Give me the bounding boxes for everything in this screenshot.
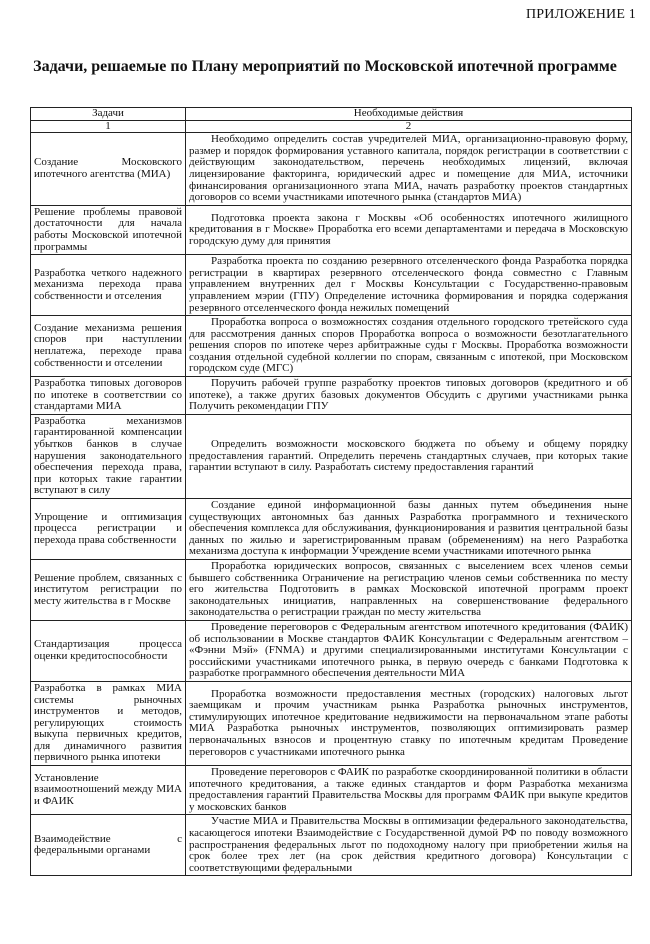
header-tasks: Задачи [31, 108, 186, 121]
action-cell [186, 133, 632, 206]
action-text: Проработка юридических вопросов, связанных с выселением всех членов семьи бывшего собственника Ограничение на регистрацию членов семьи собственника по месту его жительства Подготовить в рамках Московской ипотечной программ проект законодательных инициатив, направленных на совершенствование федерального законодательства о регистрации граждан по месту жительства [189, 559, 628, 619]
task-cell: Взаимодействие с федеральными органами [31, 815, 186, 876]
action-cell [186, 414, 632, 498]
action-cell [186, 499, 632, 560]
task-cell: Установление взаимоотношений между МИА и ФАИК [31, 766, 186, 815]
table-row [31, 255, 632, 316]
page-title: Задачи, решаемые по Плану мероприятий по Московской ипотечной программе [33, 58, 617, 75]
task-cell: Разработка в рамках МИА системы рыночных инструментов и методов, регулирующих стоимость выкупа первичных кредитов, для динамичного развития первичного рынка ипотеки [31, 681, 186, 765]
action-text: Подготовка проекта закона г Москвы «Об особенностях ипотечного жилищного кредитования в г Москве» Проработка его всеми департаментами и передача в Московскую городскую думу для принятия [189, 211, 628, 247]
table-row [31, 205, 632, 254]
task-cell: Создание Московского ипотечного агентства (МИА) [31, 133, 186, 206]
table-row [31, 766, 632, 815]
task-cell: Решение проблем, связанных с институтом регистрации по месту жительства в г Москве [31, 559, 186, 620]
action-cell [186, 559, 632, 620]
table-row [31, 620, 632, 681]
task-cell: Разработка механизмов гарантированной компенсации убытков банков в случае нарушения законодательного обеспечения перехода права, при которых такие гарантии вступают в силу [31, 414, 186, 498]
appendix-label: ПРИЛОЖЕНИЕ 1 [525, 7, 636, 22]
task-cell: Упрощение и оптимизация процесса регистрации и перехода права собственности [31, 499, 186, 560]
action-cell [186, 766, 632, 815]
task-cell: Создание механизма решения споров при наступлении неплатежа, переходе права собственности и отселении [31, 316, 186, 377]
table-row [31, 316, 632, 377]
action-text: Проработка вопроса о возможностях создания отдельного городского третейского суда для рассмотрения данных споров Проработка вопроса о возможности безотлагательного решения споров по ипотеке через арбитражные суды г Москвы. Проработка возможности создания отдельной судебной коллегии по спорам, связанным с ипотекой, при Московском городском суде (МГС) [189, 316, 628, 375]
action-text: Проведение переговоров с Федеральным агентством ипотечного кредитования (ФАИК) об использовании в Москве стандартов ФАИК Консультации с Федеральным агентством – «Фэнни Мэй» (FNMA) и другими специализированными институтами Консультации с российскими участниками ипотечного рынка, в первую очередь с банками Подготовка к разработке программного обеспечения деятельности МИА [189, 620, 628, 680]
action-text: Разработка проекта по созданию резервного отселенческого фонда Разработка порядка регистрации в квартирах резервного отселенческого фонда совместно с Главным управлением внутренних дел г Москвы Консультации с Государственно-правовым управлением мэрии (ГПУ) Определение источника формирования и порядка содержания резервного отселенческого фонда нежилых помещений [189, 255, 628, 314]
action-text: Поручить рабочей группе разработку проектов типовых договоров (кредитного и об ипотеке), а также других базовых документов Обсудить с другими участниками рынка Получить рекомендации ГПУ [189, 377, 628, 413]
action-cell [186, 255, 632, 316]
task-cell: Разработка типовых договоров по ипотеке в соответствии со стандартами МИА [31, 377, 186, 415]
action-cell [186, 377, 632, 415]
task-cell: Разработка четкого надежного механизма перехода права собственности и отселения [31, 255, 186, 316]
table-row [31, 133, 632, 206]
table-row [31, 681, 632, 765]
action-cell [186, 205, 632, 254]
header-actions: Необходимые действия [186, 108, 632, 121]
column-number-row [31, 120, 632, 133]
action-text: Проработка возможности предоставления местных (городских) налоговых льгот заемщикам и прочим участникам рынка Разработка рыночных инструментов, стимулирующих ипотечное кредитование недвижимости на первоначальном этапе работы МИА Разработка рыночных инструментов, позволяющих оптимизировать размер первоначальных взносов и процентную ставку по ипотечным кредитам Проведение переговоров с участниками ипотечного рынка [189, 687, 628, 758]
tasks-table [30, 107, 632, 876]
action-text: Участие МИА и Правительства Москвы в оптимизации федерального законодательства, касающегося ипотеки Взаимодействие с Государственной думой РФ по поводу возможного распространения федеральных льгот по подоходному налогу при приобретении жилья на срок более трех лет (на срок действия кредитного договора) Консультации с соответствующими федеральными [189, 815, 628, 874]
table-row [31, 377, 632, 415]
task-cell: Стандартизация процесса оценки кредитоспособности [31, 620, 186, 681]
action-text: Создание единой информационной базы данных путем объединения ныне существующих автономных баз данных Разработка программного и технического обеспечения комплекса для обслуживания, функционирования и развития центральной базы данных по жилью и зарегистрированным правам (обременениям) на него Разработка механизма доступа к информации Учреждение всеми участниками ипотечного рынка [189, 499, 628, 558]
action-cell [186, 681, 632, 765]
task-cell: Решение проблемы правовой достаточности для начала работы Московской ипотечной программы [31, 205, 186, 254]
column-number-2: 2 [186, 120, 632, 133]
action-cell [186, 620, 632, 681]
table-row [31, 559, 632, 620]
action-text: Определить возможности московского бюджета по объему и общему порядку предоставления гарантий. Определить перечень стандартных случаев, при которых такие гарантии вступают в силу. Разработать систему предоставления гарантий [189, 438, 628, 474]
action-cell [186, 815, 632, 876]
table-row [31, 499, 632, 560]
column-number-1: 1 [31, 120, 186, 133]
action-cell [186, 316, 632, 377]
action-text: Необходимо определить состав учредителей МИА, организационно-правовую форму, размер и порядок формирования уставного капитала, порядок регистрации в соответствии с действующим законодательством, перечень необходимых лицензий, включая лицензирование факторинга, юридический адрес и помещение для МИА, источники финансирования организационного этапа МИА, начать разработку проектов стандартных договоров со всеми участниками ипотечного рынка (стандартов МИА) [189, 133, 628, 204]
table-row [31, 414, 632, 498]
action-text: Проведение переговоров с ФАИК по разработке скоординированной политики в области ипотечного кредитования, а также единых стандартов и форм Разработка механизма предоставления гарантий Правительства Москвы для программ ФАИК при выкупе кредитов у московских банков [189, 766, 628, 813]
table-row [31, 815, 632, 876]
header-row [31, 108, 632, 121]
